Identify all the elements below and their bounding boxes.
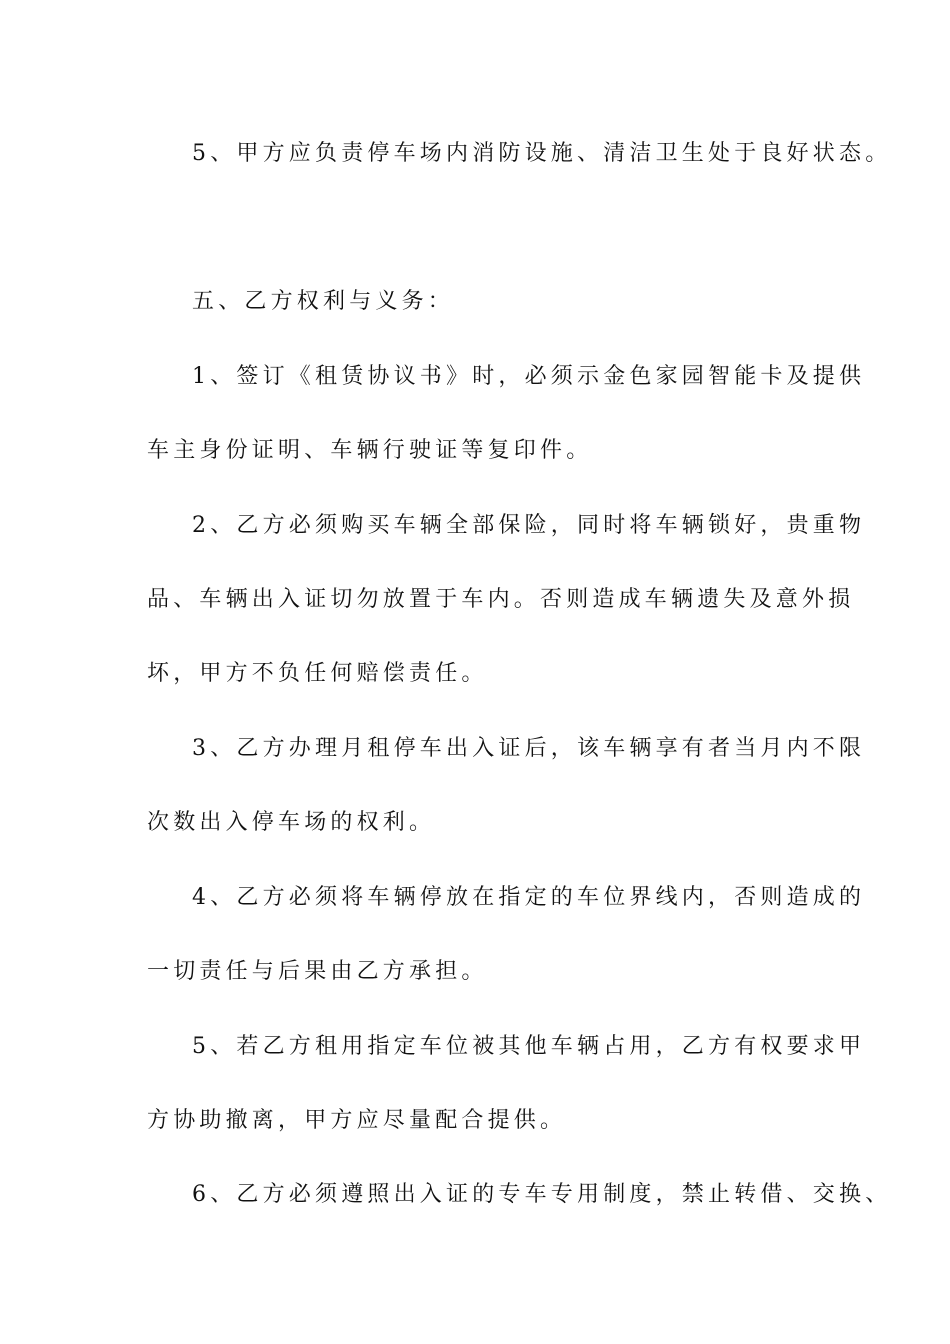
clause-b3-line1: 3、乙方办理月租停车出入证后，该车辆享有者当月内不限 (192, 736, 866, 761)
clause-b2-line1: 2、乙方必须购买车辆全部保险，同时将车辆锁好，贵重物 (192, 513, 866, 538)
clause-b2-line2: 品、车辆出入证切勿放置于车内。否则造成车辆遗失及意外损 (147, 587, 855, 612)
clause-b5-line1: 5、若乙方租用指定车位被其他车辆占用，乙方有权要求甲 (192, 1034, 866, 1059)
clause-b2-line3: 坏，甲方不负任何赔偿责任。 (147, 661, 488, 686)
clause-b6-line1: 6、乙方必须遵照出入证的专车专用制度，禁止转借、交换、 (192, 1182, 892, 1207)
clause-b5-line2: 方协助撤离，甲方应尽量配合提供。 (147, 1108, 567, 1133)
clause-b4-line1: 4、乙方必须将车辆停放在指定的车位界线内，否则造成的 (192, 885, 866, 910)
clause-b4-line2: 一切责任与后果由乙方承担。 (147, 959, 488, 984)
clause-b1-line1: 1、签订《租赁协议书》时，必须示金色家园智能卡及提供 (192, 364, 866, 389)
clause-a5: 5、甲方应负责停车场内消防设施、清洁卫生处于良好状态。 (192, 141, 892, 166)
clause-b3-line2: 次数出入停车场的权利。 (147, 810, 436, 835)
clause-b1-line2: 车主身份证明、车辆行驶证等复印件。 (147, 438, 593, 463)
section-heading-5: 五、乙方权利与义务： (192, 289, 455, 314)
